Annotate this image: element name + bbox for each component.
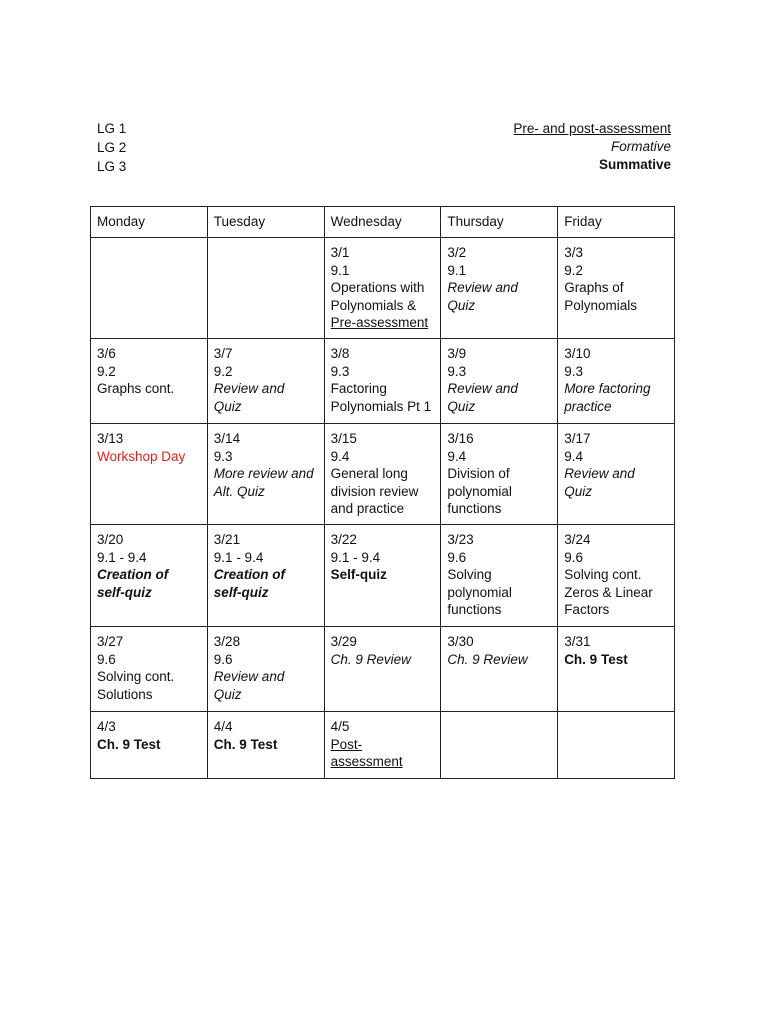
cell-entry-line: Quiz (447, 297, 476, 313)
cell-date: 3/16 (447, 431, 474, 446)
calendar-cell-wednesday (324, 424, 441, 525)
cell-entry-line: Zeros & Linear (564, 584, 653, 600)
cell-entry-line: Ch. 9 Test (564, 651, 628, 667)
cell-entry-line: 9.1 (447, 262, 467, 278)
calendar-week-row (91, 525, 675, 627)
cell-entry-line: and practice (330, 501, 405, 516)
cell-entry-line: Quiz (213, 686, 242, 702)
cell-date: 3/13 (97, 431, 124, 446)
cell-entry-line: 9.1 - 9.4 (213, 549, 264, 565)
cell-entry-line: Operations with (330, 280, 425, 295)
cell-entry-line: 9.2 (97, 363, 116, 379)
cell-date: 3/7 (213, 346, 233, 361)
cell-entry-line: Quiz (447, 398, 476, 414)
cell-entry-line: Quiz (213, 398, 242, 414)
cell-date: 3/10 (564, 346, 591, 361)
learning-goals-list (97, 120, 126, 177)
cell-date: 3/2 (447, 245, 467, 260)
header-monday: Monday (91, 207, 208, 238)
cell-date: 3/17 (564, 431, 591, 446)
cell-entry-line: Ch. 9 Review (447, 651, 528, 667)
cell-entry-line: Solving (447, 567, 492, 582)
cell-entry-line: Review and (564, 466, 635, 481)
calendar-cell-wednesday (324, 339, 441, 424)
cell-entry-line: Graphs of (564, 280, 624, 295)
cell-entry-line: Solving cont. (97, 669, 175, 684)
cell-date: 3/15 (330, 431, 357, 446)
calendar-cell-thursday (441, 238, 558, 339)
calendar-week-row (91, 712, 675, 779)
cell-entry-line: 9.3 (564, 363, 583, 379)
calendar-cell-monday (91, 627, 208, 712)
learning-goal-2: LG 2 (97, 140, 127, 155)
cell-date: 3/20 (97, 532, 124, 547)
cell-entry-line: polynomial (447, 584, 512, 600)
legend-summative: Summative (598, 157, 671, 172)
learning-goal-3: LG 3 (97, 159, 127, 174)
cell-date: 3/22 (330, 532, 357, 547)
cell-entry-line: Post- (330, 736, 363, 752)
cell-date: 3/24 (564, 532, 591, 547)
cell-entry-line: 9.6 (564, 549, 583, 565)
cell-entry-line: 9.1 (330, 262, 350, 278)
calendar-cell-monday (91, 424, 208, 525)
cell-date: 3/21 (213, 532, 241, 547)
cell-entry-line: 9.2 (213, 363, 233, 379)
cell-entry-line: assessment (330, 754, 403, 769)
cell-entry-line: 9.3 (447, 363, 467, 379)
cell-entry-line: 9.6 (447, 549, 467, 565)
cell-entry-line: Ch. 9 Review (330, 651, 411, 667)
cell-entry-line: Solutions (97, 686, 153, 702)
cell-entry-line: 9.6 (97, 651, 116, 667)
cell-entry-line: 9.6 (213, 651, 233, 667)
calendar-cell-wednesday (324, 627, 441, 712)
cell-entry-line: Factors (564, 602, 610, 617)
calendar-cell-monday (91, 238, 208, 339)
cell-date: 3/9 (447, 346, 467, 361)
calendar-cell-monday (91, 339, 208, 424)
header-wednesday: Wednesday (324, 207, 441, 238)
cell-entry-line: Pre-assessment (330, 315, 429, 330)
cell-entry-line: Division of (447, 466, 510, 481)
cell-entry-line: Polynomials Pt 1 (330, 398, 432, 414)
cell-entry-line: 9.1 - 9.4 (330, 549, 381, 565)
calendar-cell-tuesday (207, 712, 324, 779)
cell-entry-line: More review and (213, 466, 314, 481)
cell-date: 3/31 (564, 634, 591, 649)
cell-entry-line: self-quiz (213, 584, 269, 600)
calendar-week-row (91, 627, 675, 712)
cell-entry-line: Alt. Quiz (213, 483, 265, 499)
cell-entry-line: General long (330, 466, 408, 481)
calendar-cell-thursday (441, 525, 558, 627)
cell-entry-line: self-quiz (97, 584, 152, 600)
calendar-cell-tuesday (207, 339, 324, 424)
calendar-cell-tuesday (207, 627, 324, 712)
cell-entry-line: practice (564, 398, 612, 414)
cell-entry-line: Review and (447, 381, 518, 396)
calendar-cell-wednesday (324, 238, 441, 339)
calendar-cell-thursday (441, 339, 558, 424)
cell-entry-line: Creation of (213, 567, 286, 582)
learning-goal-1: LG 1 (97, 121, 127, 136)
cell-entry-line: Graphs cont. (97, 381, 175, 396)
legend-pre-post-assessment: Pre- and post-assessment (513, 121, 671, 136)
header-friday: Friday (558, 207, 675, 238)
cell-entry-line: 9.2 (564, 262, 583, 278)
cell-entry-line: Polynomials & (330, 297, 417, 313)
cell-entry-line: division review (330, 483, 419, 499)
cell-entry-line: Ch. 9 Test (97, 736, 161, 752)
calendar-cell-friday (558, 712, 675, 779)
cell-entry-line: More factoring (564, 381, 651, 396)
header-thursday: Thursday (441, 207, 558, 238)
cell-entry-line: 9.3 (330, 363, 350, 379)
calendar-week-row (91, 339, 675, 424)
unit-calendar-table (90, 206, 675, 779)
assessment-legend (513, 120, 671, 174)
calendar-cell-tuesday (207, 238, 324, 339)
calendar-week-row (91, 424, 675, 525)
calendar-cell-wednesday (324, 525, 441, 627)
cell-date: 3/23 (447, 532, 474, 547)
cell-date: 3/29 (330, 634, 357, 649)
cell-date: 3/6 (97, 346, 116, 361)
cell-date: 4/3 (97, 719, 116, 734)
cell-date: 4/5 (330, 719, 350, 734)
cell-date: 3/28 (213, 634, 241, 649)
cell-entry-line: Quiz (564, 483, 592, 499)
cell-entry-line: Creation of (97, 567, 169, 582)
cell-entry-line: polynomial (447, 483, 512, 499)
calendar-body (91, 238, 675, 779)
cell-entry-line: 9.4 (447, 448, 467, 464)
cell-entry-line: Workshop Day (97, 448, 186, 464)
cell-entry-line: functions (447, 501, 502, 516)
cell-entry-line: Review and (447, 280, 518, 295)
calendar-cell-monday (91, 712, 208, 779)
cell-entry-line: Polynomials (564, 297, 637, 313)
cell-date: 3/14 (213, 431, 241, 446)
cell-date: 3/30 (447, 634, 474, 649)
cell-entry-line: Review and (213, 669, 285, 684)
cell-entry-line: 9.3 (213, 448, 233, 464)
legend-formative: Formative (610, 139, 671, 154)
cell-date: 3/8 (330, 346, 350, 361)
calendar-cell-tuesday (207, 525, 324, 627)
calendar-cell-thursday (441, 627, 558, 712)
calendar-cell-friday (558, 627, 675, 712)
calendar-cell-monday (91, 525, 208, 627)
calendar-cell-tuesday (207, 424, 324, 525)
cell-entry-line: Self-quiz (330, 567, 387, 582)
calendar-cell-thursday (441, 712, 558, 779)
calendar-cell-friday (558, 424, 675, 525)
header-tuesday: Tuesday (207, 207, 324, 238)
calendar-cell-wednesday (324, 712, 441, 779)
cell-entry-line: Solving cont. (564, 567, 642, 582)
calendar-header-row (91, 207, 675, 238)
cell-date: 4/4 (213, 719, 233, 734)
cell-entry-line: 9.1 - 9.4 (97, 549, 147, 565)
cell-date: 3/3 (564, 245, 583, 260)
calendar-cell-friday (558, 238, 675, 339)
calendar-cell-friday (558, 339, 675, 424)
cell-entry-line: 9.4 (330, 448, 350, 464)
calendar-week-row (91, 238, 675, 339)
cell-entry-line: functions (447, 602, 502, 617)
cell-date: 3/27 (97, 634, 124, 649)
calendar-cell-thursday (441, 424, 558, 525)
cell-entry-line: Factoring (330, 381, 387, 396)
cell-entry-line: Review and (213, 381, 285, 396)
calendar-cell-friday (558, 525, 675, 627)
cell-entry-line: 9.4 (564, 448, 583, 464)
cell-entry-line: Ch. 9 Test (213, 736, 278, 752)
cell-date: 3/1 (330, 245, 350, 260)
